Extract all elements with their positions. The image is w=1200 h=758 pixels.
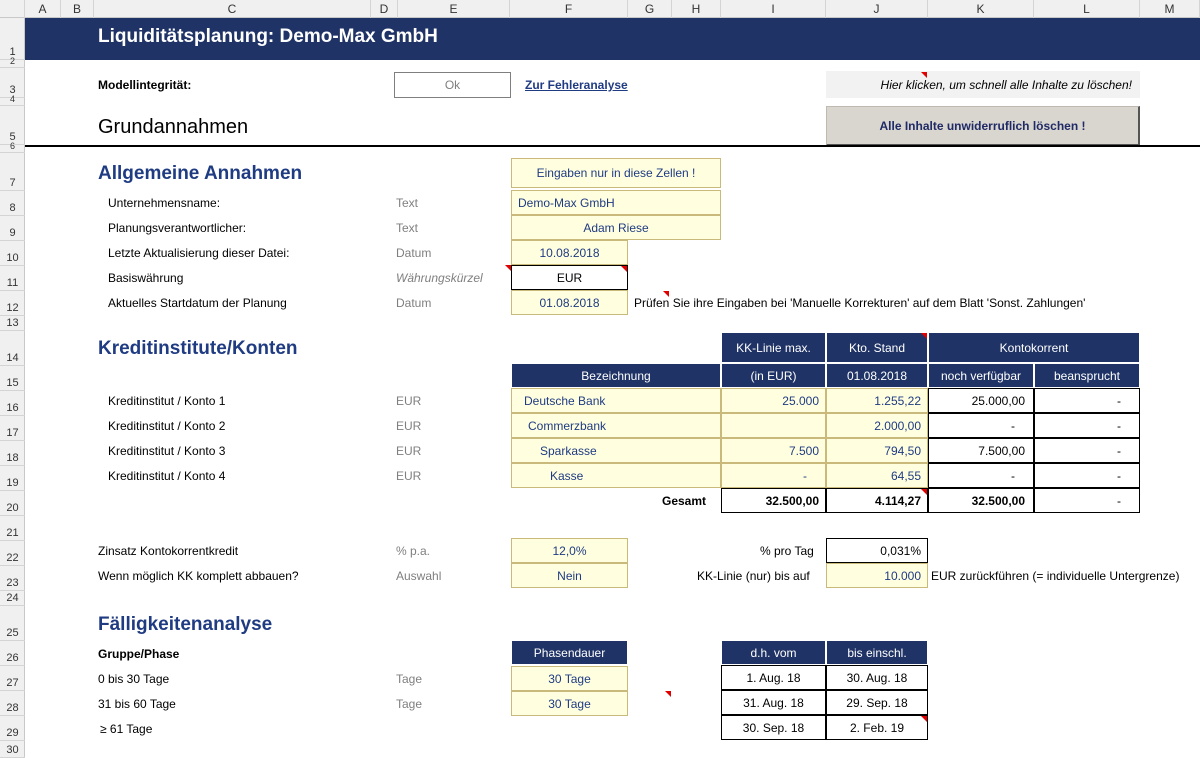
used-header: beansprucht	[1034, 363, 1140, 388]
interest-rate-unit: % p.a.	[396, 544, 431, 558]
error-analysis-link[interactable]: Zur Fehleranalyse	[525, 78, 628, 92]
interest-rate-input[interactable]: 12,0%	[511, 538, 628, 563]
bank-limit-input[interactable]: 7.500	[721, 438, 826, 463]
total-limit: 32.500,00	[721, 488, 826, 513]
phase-to-date: 29. Sep. 18	[826, 690, 928, 715]
general-heading: Allgemeine Annahmen	[98, 163, 303, 184]
row-header-21[interactable]: 21	[0, 516, 25, 541]
planner-input[interactable]: Adam Riese	[511, 215, 721, 240]
row-header-19[interactable]: 19	[0, 466, 25, 491]
column-header-g[interactable]: G	[628, 0, 672, 18]
bank-row-currency: EUR	[396, 394, 422, 408]
comment-marker	[921, 489, 927, 495]
phase-label: 31 bis 60 Tage	[98, 697, 176, 711]
row-header-22[interactable]: 22	[0, 541, 25, 566]
bank-balance-input[interactable]: 2.000,00	[826, 413, 928, 438]
check-note: Prüfen Sie ihre Eingaben bei 'Manuelle Korrekturen' auf dem Blatt 'Sonst. Zahlungen'	[634, 296, 1086, 310]
column-header-a[interactable]: A	[25, 0, 61, 18]
input-note: Eingaben nur in diese Zellen !	[511, 158, 721, 188]
phase-label: ≥ 61 Tage	[100, 722, 153, 736]
available-header: noch verfügbar	[928, 363, 1034, 388]
row-header-23[interactable]: 23	[0, 566, 25, 591]
start-date-input[interactable]: 01.08.2018	[511, 290, 628, 315]
section-divider	[25, 145, 1200, 147]
row-header-9[interactable]: 9	[0, 216, 25, 241]
company-name-type: Text	[396, 196, 419, 210]
section-title: Grundannahmen	[98, 116, 249, 138]
bank-used-value: -	[1034, 438, 1140, 463]
row-header-28[interactable]: 28	[0, 691, 25, 716]
reduce-kk-unit: Auswahl	[396, 569, 442, 583]
column-header-d[interactable]: D	[371, 0, 398, 18]
phase-duration-header: Phasendauer	[511, 640, 628, 665]
row-header-27[interactable]: 27	[0, 666, 25, 691]
phase-unit: Tage	[396, 672, 423, 686]
row-header-bar	[0, 18, 25, 758]
row-header-12[interactable]: 12	[0, 291, 25, 316]
comment-marker	[921, 716, 927, 722]
daily-rate-value: 0,031%	[826, 538, 928, 563]
bank-name-input[interactable]: Commerzbank	[511, 413, 721, 438]
company-name-input[interactable]: Demo-Max GmbH	[511, 190, 721, 215]
row-header-14[interactable]: 14	[0, 331, 25, 366]
bank-name-input[interactable]: Sparkasse	[511, 438, 721, 463]
phase-unit: Tage	[396, 697, 423, 711]
base-currency-label: Basiswährung	[108, 271, 184, 285]
comment-marker	[921, 72, 927, 78]
kontokorrent-header: Kontokorrent	[928, 332, 1140, 363]
reduce-kk-select[interactable]: Nein	[511, 563, 628, 588]
bank-name-input[interactable]: Deutsche Bank	[511, 388, 721, 413]
bank-available-value: -	[928, 413, 1034, 438]
last-update-type: Datum	[396, 246, 432, 260]
bank-available-value: 7.500,00	[928, 438, 1034, 463]
row-header-30[interactable]: 30	[0, 741, 25, 758]
from-date-header: d.h. vom	[721, 640, 826, 665]
total-used: -	[1034, 488, 1140, 513]
column-header-m[interactable]: M	[1140, 0, 1200, 18]
phase-from-date: 31. Aug. 18	[721, 690, 826, 715]
column-header-j[interactable]: J	[826, 0, 928, 18]
column-header-i[interactable]: I	[721, 0, 826, 18]
total-available: 32.500,00	[928, 488, 1034, 513]
daily-rate-label: % pro Tag	[760, 544, 814, 558]
bank-used-value: -	[1034, 413, 1140, 438]
column-header-b[interactable]: B	[61, 0, 94, 18]
row-header-1[interactable]: 1	[0, 18, 25, 60]
bank-balance-input[interactable]: 794,50	[826, 438, 928, 463]
row-header-7[interactable]: 7	[0, 153, 25, 191]
bank-row-label: Kreditinstitut / Konto 3	[108, 444, 226, 458]
comment-marker	[621, 266, 627, 272]
select-all-corner[interactable]	[0, 0, 25, 18]
row-header-8[interactable]: 8	[0, 191, 25, 216]
planner-type: Text	[396, 221, 419, 235]
total-balance: 4.114,27	[826, 488, 928, 513]
start-date-label: Aktuelles Startdatum der Planung	[108, 296, 287, 310]
comment-marker	[921, 333, 927, 339]
sheet-title: Liquiditätsplanung: Demo-Max GmbH	[98, 26, 438, 47]
due-heading: Fälligkeitenanalyse	[98, 614, 273, 635]
bank-used-value: -	[1034, 388, 1140, 413]
company-name-label: Unternehmensname:	[108, 196, 221, 210]
base-currency-input[interactable]: EUR	[511, 265, 628, 290]
kk-floor-input[interactable]: 10.000	[826, 563, 928, 588]
row-header-10[interactable]: 10	[0, 241, 25, 266]
phase-label: 0 bis 30 Tage	[98, 672, 170, 686]
row-header-11[interactable]: 11	[0, 266, 25, 291]
bank-limit-input[interactable]: 25.000	[721, 388, 826, 413]
row-header-6[interactable]: 6	[0, 145, 25, 153]
bank-row-label: Kreditinstitut / Konto 4	[108, 469, 226, 483]
bank-limit-input[interactable]: -	[721, 463, 826, 488]
interest-rate-label: Zinsatz Kontokorrentkredit	[98, 544, 239, 558]
bank-row-label: Kreditinstitut / Konto 2	[108, 419, 226, 433]
phase-duration-input[interactable]: 30 Tage	[511, 691, 628, 716]
bank-name-input[interactable]: Kasse	[511, 463, 721, 488]
row-header-18[interactable]: 18	[0, 441, 25, 466]
integrity-label: Modellintegrität:	[98, 78, 192, 92]
bank-balance-input[interactable]: 1.255,22	[826, 388, 928, 413]
to-date-header: bis einschl.	[826, 640, 928, 665]
group-phase-label: Gruppe/Phase	[98, 647, 180, 661]
bank-balance-input[interactable]: 64,55	[826, 463, 928, 488]
total-label: Gesamt	[662, 494, 707, 508]
row-header-2[interactable]: 2	[0, 60, 25, 68]
kk-floor-label: KK-Linie (nur) bis auf	[697, 569, 810, 583]
comment-marker	[505, 265, 511, 271]
bank-name-header: Bezeichnung	[511, 363, 721, 388]
column-header-c[interactable]: C	[94, 0, 371, 18]
row-header-15[interactable]: 15	[0, 366, 25, 391]
balance-date-header: 01.08.2018	[826, 363, 928, 388]
row-header-24[interactable]: 24	[0, 591, 25, 606]
clear-all-button[interactable]: Alle Inhalte unwiderruflich löschen !	[826, 106, 1140, 146]
row-header-17[interactable]: 17	[0, 416, 25, 441]
row-header-29[interactable]: 29	[0, 716, 25, 741]
clear-hint[interactable]: Hier klicken, um schnell alle Inhalte zu löschen!	[826, 71, 1140, 98]
row-header-26[interactable]: 26	[0, 641, 25, 666]
column-header-l[interactable]: L	[1034, 0, 1140, 18]
last-update-label: Letzte Aktualisierung dieser Datei:	[108, 246, 290, 260]
row-header-5[interactable]: 5	[0, 106, 25, 145]
phase-from-date: 30. Sep. 18	[721, 715, 826, 740]
base-currency-type: Währungskürzel	[396, 271, 483, 285]
column-header-f[interactable]: F	[510, 0, 628, 18]
reduce-kk-label: Wenn möglich KK komplett abbauen?	[98, 569, 299, 583]
bank-row-currency: EUR	[396, 419, 422, 433]
start-date-type: Datum	[396, 296, 432, 310]
row-header-3[interactable]: 3	[0, 68, 25, 98]
banks-heading: Kreditinstitute/Konten	[98, 338, 298, 359]
row-header-4[interactable]: 4	[0, 98, 25, 106]
row-header-25[interactable]: 25	[0, 606, 25, 641]
bank-available-value: -	[928, 463, 1034, 488]
last-update-input[interactable]: 10.08.2018	[511, 240, 628, 265]
column-header-h[interactable]: H	[672, 0, 721, 18]
integrity-status: Ok	[394, 72, 511, 98]
phase-from-date: 1. Aug. 18	[721, 665, 826, 690]
bank-available-value: 25.000,00	[928, 388, 1034, 413]
comment-marker	[665, 691, 671, 697]
row-header-13[interactable]: 13	[0, 316, 25, 331]
column-header-k[interactable]: K	[928, 0, 1034, 18]
planner-label: Planungsverantwortlicher:	[108, 221, 247, 235]
column-header-bar	[0, 0, 1200, 18]
row-header-16[interactable]: 16	[0, 391, 25, 416]
phase-duration-input[interactable]: 30 Tage	[511, 666, 628, 691]
bank-row-currency: EUR	[396, 444, 422, 458]
bank-used-value: -	[1034, 463, 1140, 488]
balance-header: Kto. Stand	[826, 332, 928, 363]
bank-limit-input[interactable]	[721, 413, 826, 438]
kk-floor-note: EUR zurückführen (= individuelle Untergrenze)	[931, 569, 1180, 583]
column-header-e[interactable]: E	[398, 0, 510, 18]
bank-row-label: Kreditinstitut / Konto 1	[108, 394, 226, 408]
kk-limit-header: KK-Linie max.	[721, 332, 826, 363]
bank-row-currency: EUR	[396, 469, 422, 483]
row-header-20[interactable]: 20	[0, 491, 25, 516]
phase-to-date: 2. Feb. 19	[826, 715, 928, 740]
phase-to-date: 30. Aug. 18	[826, 665, 928, 690]
kk-limit-subheader: (in EUR)	[721, 363, 826, 388]
